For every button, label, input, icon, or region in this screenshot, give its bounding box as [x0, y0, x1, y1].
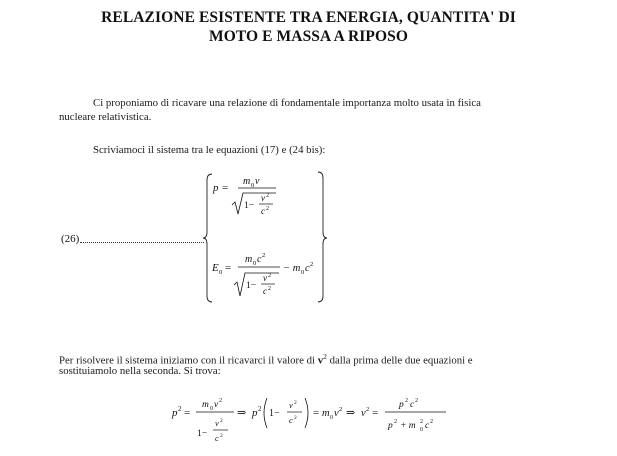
- d-paren-one-minus: 1−: [269, 408, 280, 419]
- eq2-one-minus: 1−: [246, 281, 257, 291]
- d-den-c: c: [215, 433, 219, 443]
- energy-equation: [211, 252, 313, 296]
- d-num-sub: 0: [210, 406, 213, 412]
- d-den-v-exp: 2: [220, 418, 223, 424]
- d-eq1: =: [184, 407, 191, 419]
- momentum-equation: [212, 176, 276, 216]
- d-res-den-m-exp: 2: [420, 419, 423, 425]
- d-implies-1: ⇒: [237, 407, 247, 419]
- eq1-v-exp: 2: [266, 193, 269, 199]
- d-res-num-p-exp: 2: [405, 398, 408, 404]
- d-eq3: =: [372, 407, 379, 419]
- eq1-c: c: [261, 206, 265, 216]
- d-v2: v: [361, 408, 366, 419]
- d-res-num-c: c: [410, 400, 415, 410]
- paragraph-3-text-a: Per risolvere il sistema iniziamo con il ricavarci il valore di: [59, 354, 318, 367]
- eq2-tail-c: c: [305, 263, 310, 274]
- d-implies-2: ⇒: [346, 407, 356, 419]
- eq2-c2-exp: 2: [268, 286, 271, 292]
- d-p2: p: [252, 407, 258, 419]
- eq1-mass: m: [243, 176, 251, 187]
- derivation-equation: [171, 398, 446, 443]
- d-res-den-p: p: [388, 421, 393, 431]
- eq1-v: v: [261, 193, 265, 203]
- d-den-c-exp: 2: [220, 433, 223, 439]
- d-p2-exp: 2: [258, 405, 262, 413]
- eq2-tail-exp: 2: [310, 261, 314, 268]
- d-num-v-exp: 2: [219, 398, 222, 404]
- d-num-v: v: [214, 400, 219, 410]
- system-equation-26: [203, 172, 327, 302]
- d-res-den-plus-m: + m: [400, 421, 416, 431]
- paragraph-2: Scriviamoci il sistema tra le equazioni (17) e (24 bis):: [93, 144, 326, 156]
- d-v: v: [334, 408, 339, 419]
- d-paren-v-exp: 2: [294, 400, 297, 406]
- d-paren-v: v: [289, 400, 293, 410]
- eq1-c-exp: 2: [266, 206, 269, 212]
- paragraph-3-line-2: sostituiamolo nella seconda. Si trova:: [59, 365, 221, 377]
- d-res-num-p: p: [399, 400, 404, 410]
- d-eq2: =: [313, 407, 320, 419]
- d-res-den-c: c: [425, 421, 430, 431]
- d-res-den-p-exp: 2: [394, 419, 397, 425]
- d-den-v: v: [215, 418, 219, 428]
- d-p-exp: 2: [178, 405, 182, 413]
- eq2-v: v: [263, 273, 267, 283]
- eq2-c: c: [257, 254, 262, 265]
- eq2-mass: m: [245, 254, 253, 265]
- d-paren-c: c: [289, 415, 293, 425]
- eq2-c2: c: [263, 286, 267, 296]
- paragraph-1-line-2: nucleare relativistica.: [59, 111, 152, 123]
- d-v-exp: 2: [339, 406, 343, 413]
- paragraph-3-text-b: dalla prima delle due equazioni e: [326, 354, 473, 367]
- eq1-mass-sub: 0: [251, 182, 255, 189]
- eq2-minus-m: − m: [283, 263, 301, 274]
- eq2-equals: =: [225, 262, 232, 274]
- d-p: p: [172, 407, 178, 419]
- paragraph-1-line-1: Ci proponiamo di ricavare una relazione di fondamentale importanza molto usata in fisica: [93, 97, 481, 109]
- eq1-lhs: p =: [213, 182, 229, 194]
- eq2-energy: E: [212, 262, 219, 274]
- d-num-m: m: [202, 400, 209, 410]
- d-res-den-c-exp: 2: [430, 419, 433, 425]
- eq2-mass-sub: 0: [253, 260, 257, 267]
- title-line-1: RELAZIONE ESISTENTE TRA ENERGIA, QUANTITA' DI: [101, 9, 516, 26]
- d-den-one-minus: 1−: [197, 429, 208, 439]
- eq2-v-exp: 2: [268, 273, 271, 279]
- d-m-sub: 0: [330, 415, 333, 421]
- velocity-exponent: 2: [323, 352, 327, 361]
- eq2-c-exp: 2: [262, 252, 266, 259]
- d-res-num-c-exp: 2: [415, 398, 418, 404]
- eq2-energy-sub: 0: [219, 269, 223, 276]
- eq2-tail-sub: 0: [301, 269, 305, 276]
- eq1-one-minus: 1−: [244, 201, 255, 211]
- d-res-den-sub: 0: [420, 427, 423, 433]
- equation-number: (26): [61, 233, 80, 245]
- velocity-symbol: v: [317, 354, 324, 367]
- d-m: m: [322, 408, 330, 419]
- d-paren-c-exp: 2: [294, 415, 297, 421]
- d-v2-exp: 2: [366, 406, 370, 413]
- title-line-2: MOTO E MASSA A RIPOSO: [208, 28, 409, 45]
- eq1-velocity: v: [255, 176, 260, 187]
